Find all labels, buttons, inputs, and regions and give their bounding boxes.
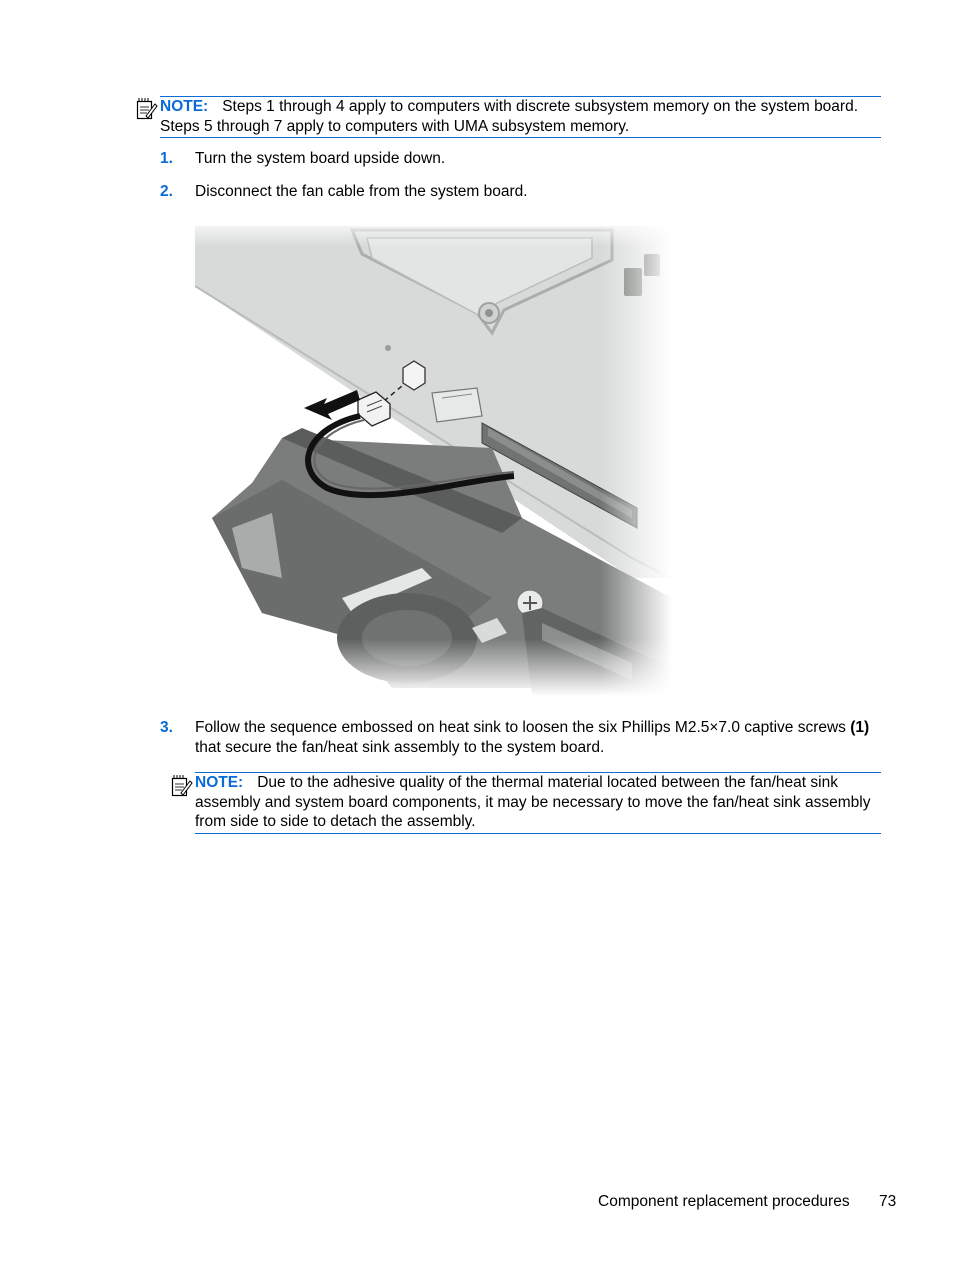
note-text: Steps 1 through 4 apply to computers with discrete subsystem memory on the system board. Steps 5 through 7 apply to computers with UMA subsystem memory. (160, 98, 859, 135)
note-box (160, 96, 881, 138)
step-number: 1. (160, 150, 173, 167)
step-number: 3. (160, 719, 173, 736)
note-text: Due to the adhesive quality of the thermal material located between the fan/heat sink assembly and system board components, it may be necessary to move the fan/heat sink assembly from side to side to detach the assembly. (195, 774, 871, 830)
note-icon (136, 97, 158, 121)
note-box (195, 772, 881, 834)
step-text: Disconnect the fan cable from the system board. (195, 183, 528, 200)
callout-number: (1) (850, 719, 870, 736)
fan-cable-illustration (192, 218, 672, 696)
step-text-after: that secure the fan/heat sink assembly to the system board. (195, 738, 605, 756)
step-text-before: Follow the sequence embossed on heat sink to loosen the six Phillips M2.5×7.0 captive screws (195, 719, 851, 736)
step-number: 2. (160, 183, 173, 200)
step-text: Turn the system board upside down. (195, 150, 446, 167)
note-label: NOTE: (195, 774, 244, 791)
footer-section-title: Component replacement procedures (598, 1193, 850, 1210)
step-text (195, 718, 885, 757)
note-icon (171, 774, 193, 798)
page-number: 73 (879, 1193, 897, 1210)
note-label: NOTE: (160, 98, 209, 115)
